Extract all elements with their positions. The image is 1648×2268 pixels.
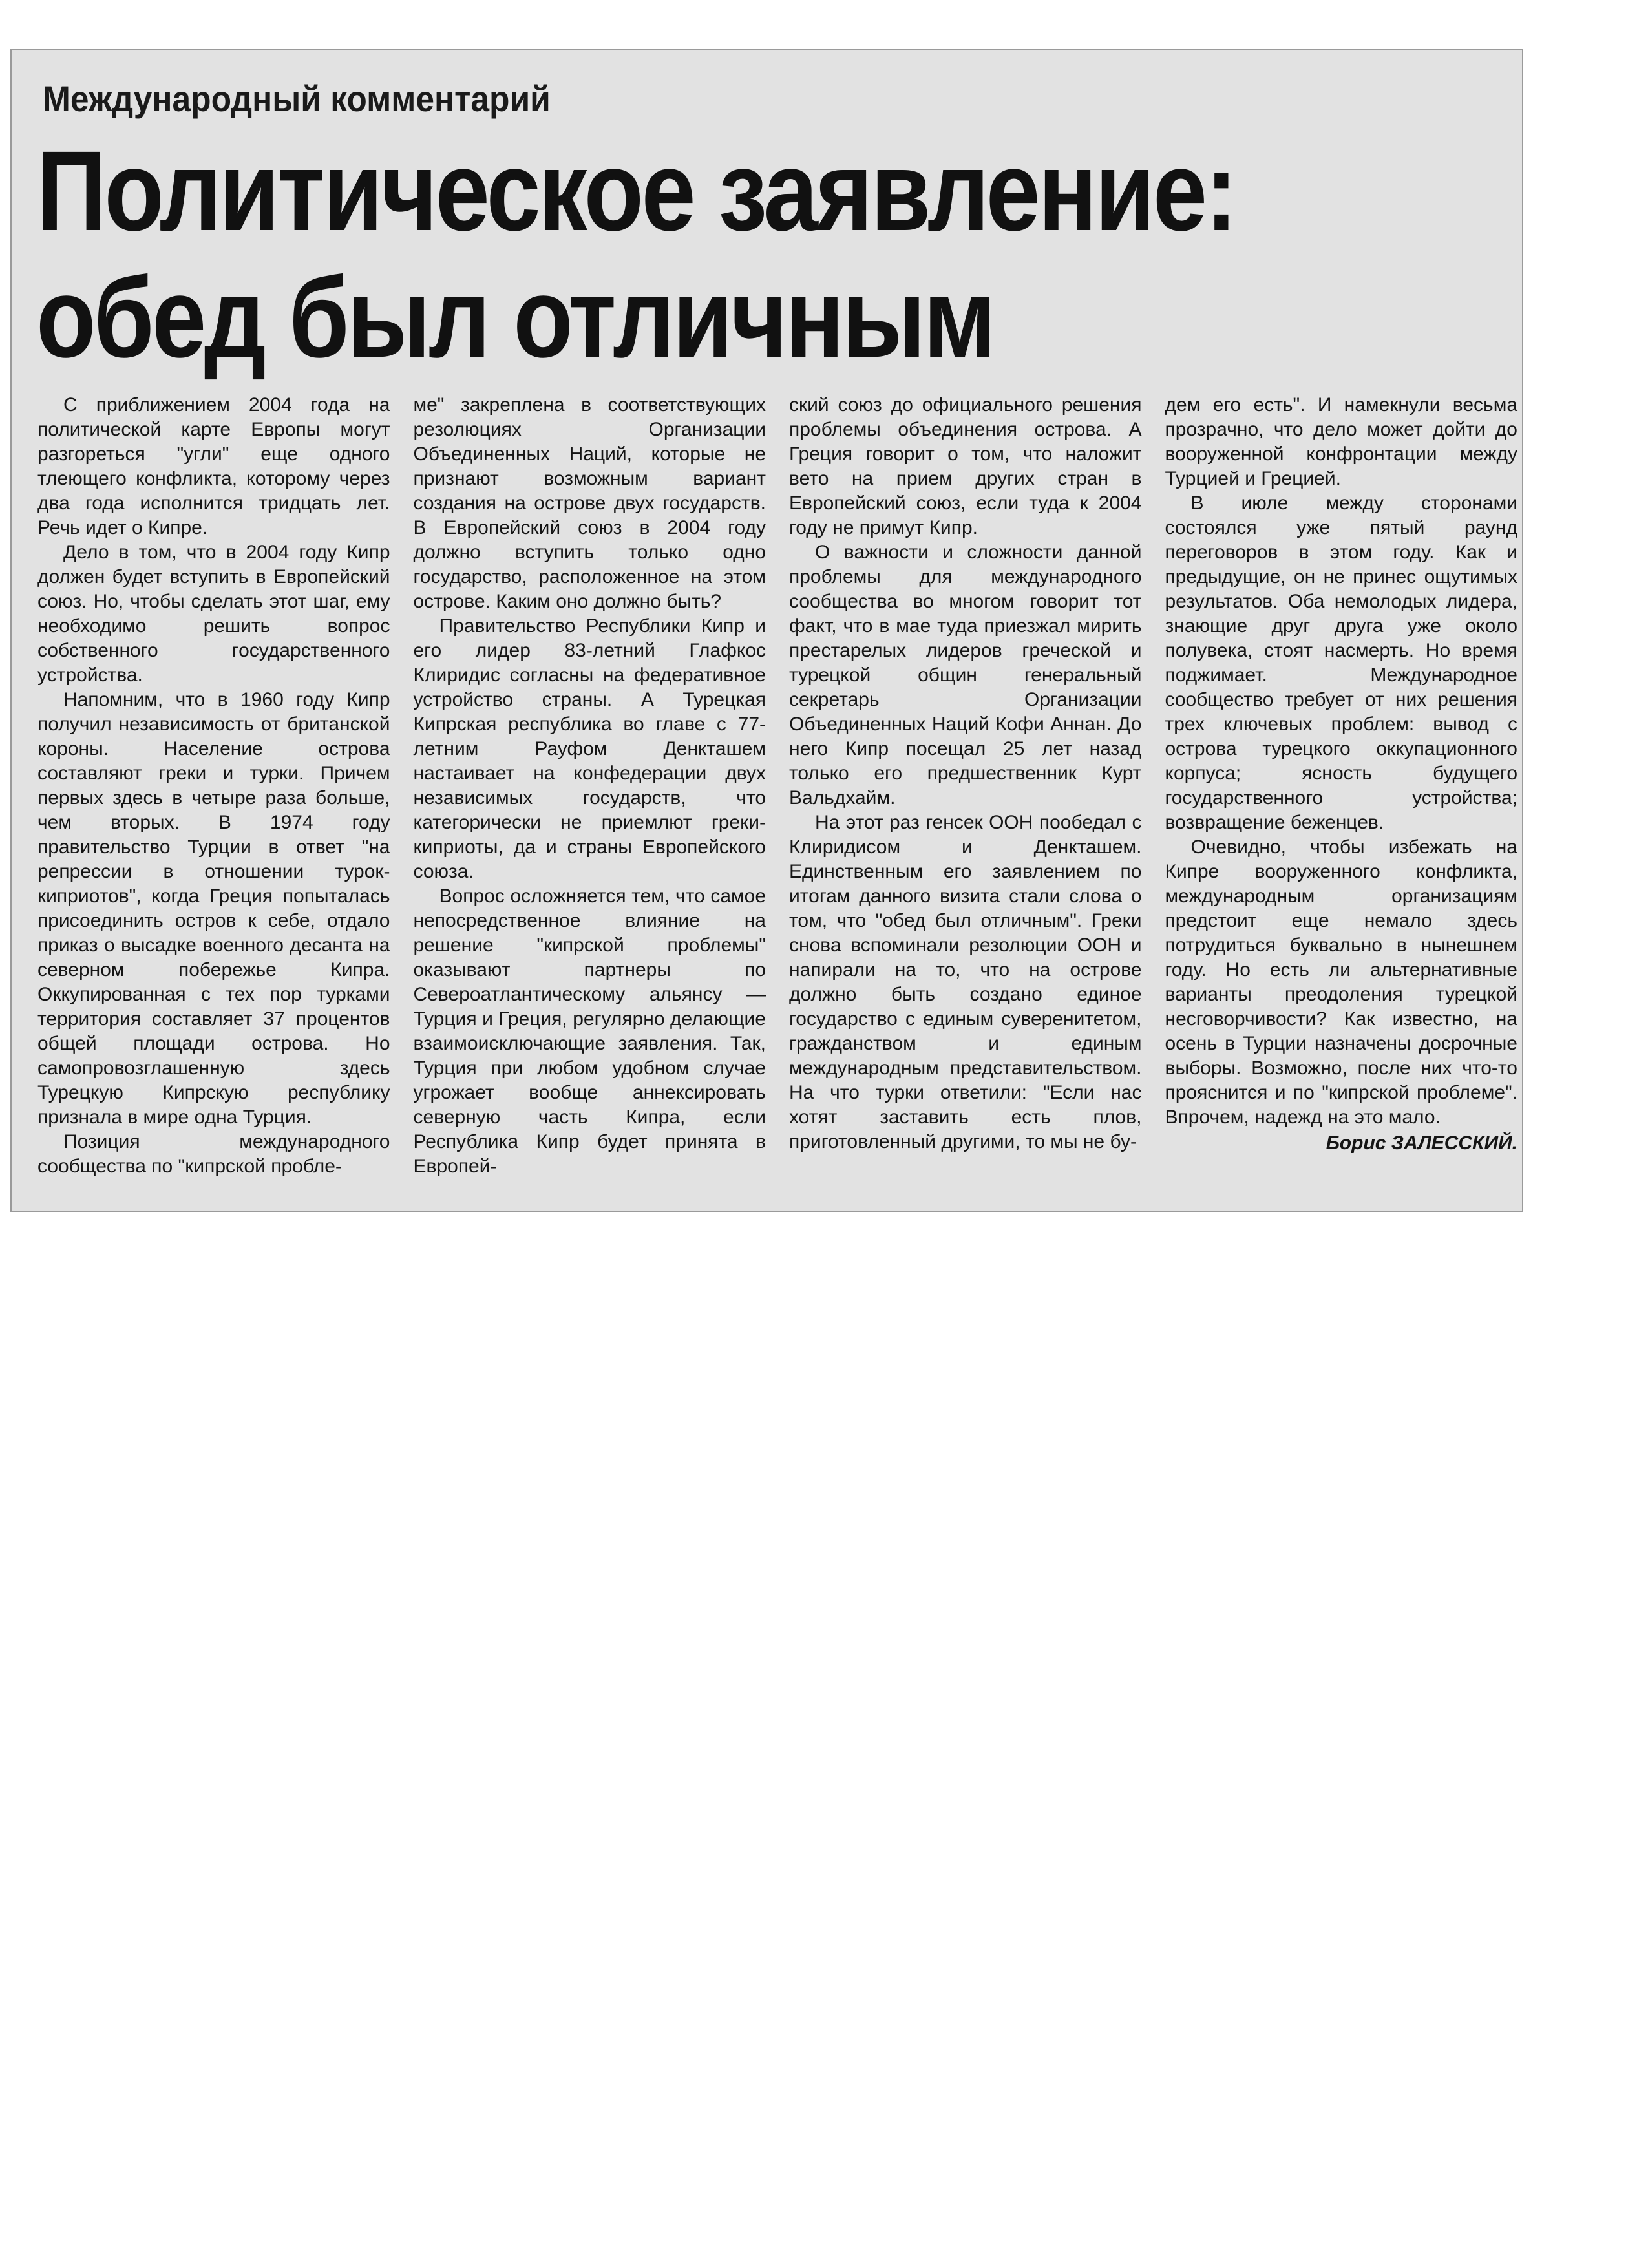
- column-2: [414, 393, 766, 1207]
- paragraph: Очевидно, чтобы избежать на Кипре вооруженного конфликта, международным организациям предстоит еще немало здесь потрудиться буквально в нынешнем году. Но есть ли альтернативные варианты преодоления турецкой несговорчивости? Как известно, на осень в Турции назначены досрочные выборы. Возможно, после них что-то прояснится и по "кипрской проблеме". Впрочем, надежд на это мало.: [1165, 836, 1517, 1128]
- column-3: [789, 393, 1142, 1207]
- headline-line-1: Политическое заявление:: [36, 128, 1236, 255]
- column-4: [1165, 393, 1518, 1207]
- paragraph: ме" закреплена в соответствующих резолюциях Организации Объединенных Наций, которые не признают возможным вариант создания на острове двух государств. В Европейский союз в 2004 году должно вступить только одно государство, расположенное на этом острове. Каким оно должно быть?: [413, 394, 766, 612]
- paragraph: Позиция международного сообщества по "кипрской пробле-: [37, 1131, 390, 1177]
- paragraph: Дело в том, что в 2004 году Кипр должен будет вступить в Европейский союз. Но, чтобы сделать этот шаг, ему необходимо решить вопрос собственного государственного устройства.: [37, 542, 390, 686]
- headline-line-2: обед был отличным: [36, 255, 994, 381]
- paragraph: Вопрос осложняется тем, что самое непосредственное влияние на решение "кипрской проблемы" оказывают партнеры по Североатлантическому альянсу — Турция и Греция, регулярно делающие взаимоисключающие заявления. Так, Турция при любом удобном случае угрожает вообще аннексировать северную часть Кипра, если Республика Кипр будет принята в Европей-: [413, 885, 766, 1177]
- paragraph: О важности и сложности данной проблемы для международного сообщества во многом говорит тот факт, что в мае туда приезжал мирить престарелых лидеров греческой и турецкой общин генеральный секретарь Организации Объединенных Наций Кофи Аннан. До него Кипр посещал 25 лет назад только его предшественник Курт Вальдхайм.: [789, 542, 1142, 809]
- paragraph: В июле между сторонами состоялся уже пятый раунд переговоров в этом году. Как и предыдущие, он не принес ощутимых результатов. Оба немолодых лидера, знающие друг друга уже около полувека, стоят насмерть. Но время поджимает. Международное сообщество требует от них решения трех ключевых проблем: вывод с острова турецкого оккупационного корпуса; ясность будущего государственного устройства; возвращение беженцев.: [1165, 493, 1517, 833]
- paragraph: Правительство Республики Кипр и его лидер 83-летний Глафкос Клиридис согласны на федеративное устройство страны. А Турецкая Кипрская республика во главе с 77-летним Рауфом Денкташем настаивает на конфедерации двух независимых государств, что категорически не приемлют греки-киприоты, да и страны Европейского союза.: [413, 615, 766, 882]
- paragraph: С приближением 2004 года на политической карте Европы могут разгореться "угли" еще одного тлеющего конфликта, которому через два года исполнится тридцать лет. Речь идет о Кипре.: [37, 394, 390, 538]
- rubric: Международный комментарий: [43, 78, 551, 119]
- byline: Борис ЗАЛЕССКИЙ.: [1326, 1132, 1517, 1154]
- paragraph: ский союз до официального решения проблемы объединения острова. А Греция говорит о том, что наложит вето на прием других стран в Европейский союз, если туда к 2004 году не примут Кипр.: [789, 394, 1142, 538]
- newspaper-clipping: [12, 50, 1522, 1211]
- article-columns: [37, 393, 1517, 1207]
- paragraph: дем его есть". И намекнули весьма прозрачно, что дело может дойти до вооруженной конфронтации между Турцией и Грецией.: [1165, 394, 1517, 489]
- headline: [36, 128, 1326, 381]
- column-1: [37, 393, 390, 1207]
- paragraph: Напомним, что в 1960 году Кипр получил независимость от британской короны. Население острова составляют греки и турки. Причем первых здесь в четыре раза больше, чем вторых. В 1974 году правительство Турции в ответ "на репрессии в отношении турок-киприотов", когда Греция попыталась присоединить остров к себе, отдало приказ о высадке военного десанта на северном побережье Кипра. Оккупированная с тех пор турками территория составляет 37 процентов общей площади острова. Но самопровозглашенную здесь Турецкую Кипрскую республику признала в мире одна Турция.: [37, 689, 390, 1128]
- paragraph: На этот раз генсек ООН пообедал с Клиридисом и Денкташем. Единственным его заявлением по итогам данного визита стали слова о том, что "обед был отличным". Греки снова вспоминали резолюции ООН и напирали на то, что на острове должно быть создано единое государство с единым суверенитетом, гражданством и единым международным представительством. На что турки ответили: "Если нас хотят заставить есть плов, приготовленный другими, то мы не бу-: [789, 812, 1142, 1152]
